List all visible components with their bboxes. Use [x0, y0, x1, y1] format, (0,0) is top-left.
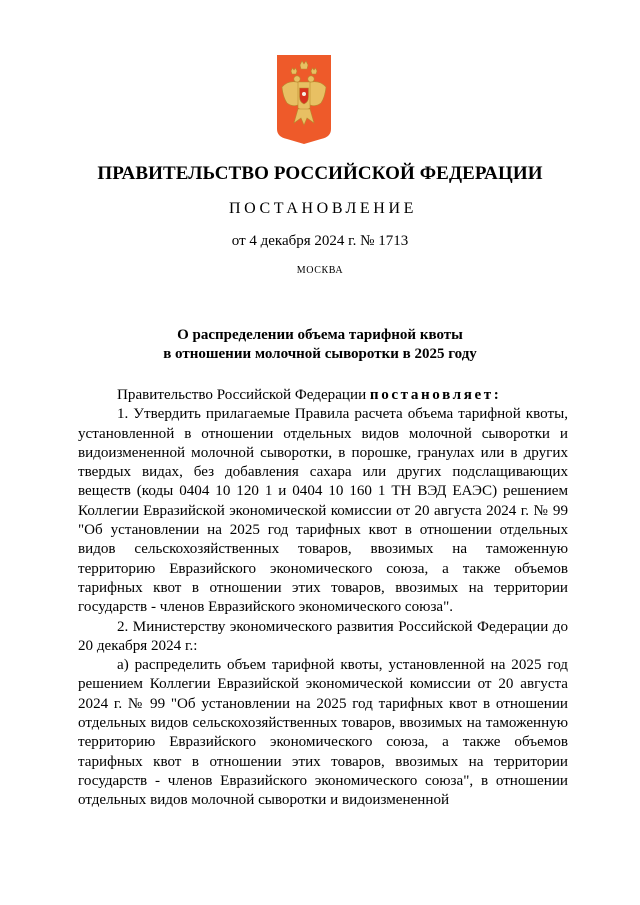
document-body — [78, 386, 568, 811]
subject-line-1: О распределении объема тарифной квоты — [177, 327, 463, 343]
coat-of-arms-icon — [277, 55, 331, 144]
document-subject — [0, 326, 640, 364]
document-type: ПОСТАНОВЛЕНИЕ — [229, 200, 417, 217]
document-date-number: от 4 декабря 2024 г. № 1713 — [231, 233, 409, 249]
paragraph-item-1: 1. Утвердить прилагаемые Правила расчета объема тарифной квоты, установленной в отношении отдельных видов молочной сыворотки и видоизмененной молочной сыворотки, в порошке, гранулах или в других твердых видах, без добавления сахара или других подслащивающих веществ (коды 0404 10 120 1 и 0404 10 160 1 ТН ВЭД ЕАЭС) решением Коллегии Евразийской экономической комиссии от 20 августа 2024 г. № 99 "Об установлении на 2025 год тарифных квот в отношении отдельных видов сельскохозяйственных товаров, ввозимых на таможенную территорию Евразийского экономического союза, а также объемов тарифных квот в отношении этих товаров, ввозимых на территории государств - членов Евразийского экономического союза". — [78, 406, 568, 616]
document-city: МОСКВА — [296, 265, 344, 276]
decree-verb: постановляет: — [369, 387, 502, 403]
paragraph-item-2: 2. Министерству экономического развития Российской Федерации до 20 декабря 2024 г.: — [78, 618, 568, 654]
organization-title: ПРАВИТЕЛЬСТВО РОССИЙСКОЙ ФЕДЕРАЦИИ — [97, 163, 543, 184]
paragraph-item-2a: а) распределить объем тарифной квоты, установленной на 2025 год решением Коллегии Евразийской экономической комиссии от 20 августа 2024 г. № 99 "Об установлении на 2025 год тарифных квот в отношении отдельных видов сельскохозяйственных товаров, ввозимых на таможенную территорию Евразийского экономического союза, а также объемов тарифных квот в отношении этих товаров, ввозимых на территории государств - членов Евразийского экономического союза", в отношении отдельных видов молочной сыворотки и видоизмененной — [78, 657, 568, 809]
subject-line-2: в отношении молочной сыворотки в 2025 году — [163, 346, 477, 362]
preamble-text: Правительство Российской Федерации — [117, 387, 370, 403]
preamble — [78, 386, 568, 405]
